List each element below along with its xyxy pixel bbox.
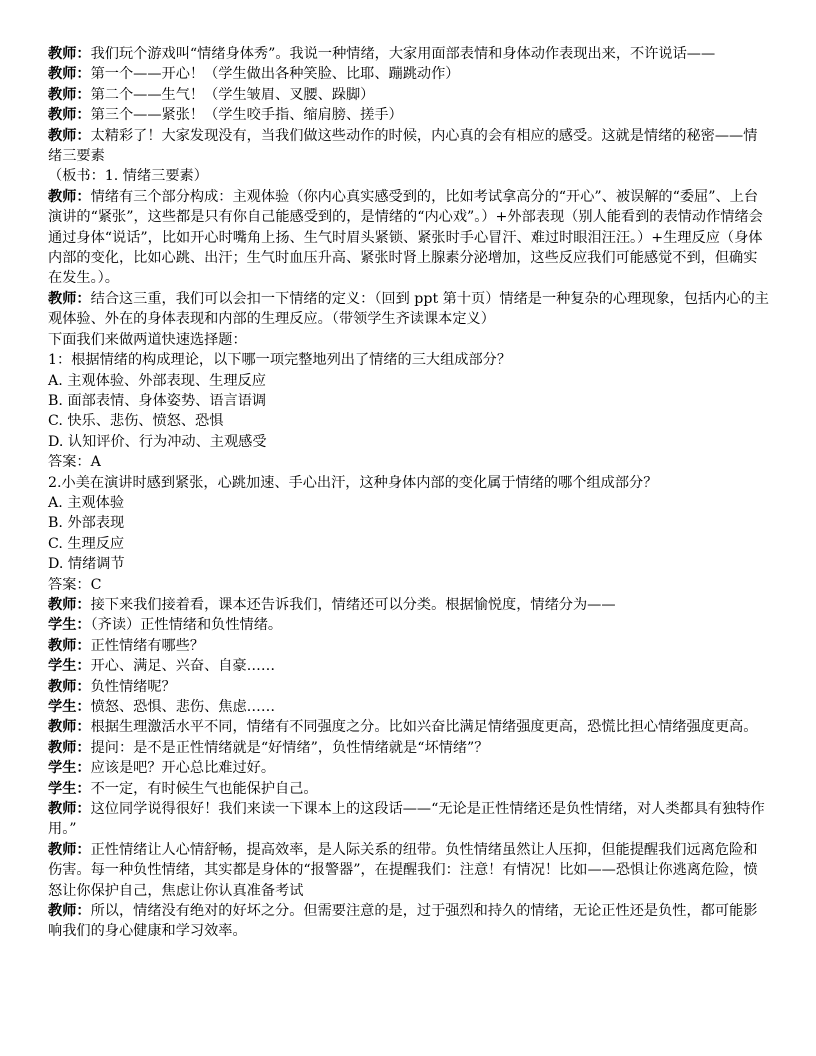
transcript-line [48,44,770,64]
speaker-label: 教师： [48,801,91,818]
speaker-label: 教师： [48,903,91,920]
transcript-line [48,350,770,370]
transcript-line [48,595,770,615]
line-text: 开心、满足、兴奋、自豪…… [90,658,276,675]
line-text: B. 面部表情、身体姿势、语言语调 [48,392,267,409]
transcript-line [48,575,770,595]
line-text: 答案：C [48,576,102,593]
transcript-line [48,615,770,635]
line-text: 答案：A [48,454,101,471]
speaker-label: 学生： [48,699,91,715]
transcript-line [48,901,770,942]
line-text: 下面我们来做两道快速选择题： [48,331,247,348]
speaker-label: 教师： [48,637,91,654]
line-text: A. 主观体验、外部表现、生理反应 [48,372,266,389]
transcript-line [48,779,770,799]
transcript-line [48,391,770,411]
speaker-label: 学生： [48,780,91,797]
line-text: 结合这三重，我们可以会扣一下情绪的定义：（回到 ppt 第十页）情绪是一种复杂的心理现象，包括内心的主观体验、外在的身体表现和内部的生理反应。（带领学生齐读课本定义） [48,290,769,328]
transcript-line [48,126,770,167]
transcript-line [48,473,770,493]
transcript-line [48,717,770,737]
transcript-line [48,330,770,350]
transcript-line [48,758,770,778]
transcript-line [48,493,770,513]
speaker-label: 教师： [48,127,91,144]
line-text: 根据生理激活水平不同，情绪有不同强度之分。比如兴奋比满足情绪强度更高，恐慌比担心情绪强度更高。 [90,719,758,736]
line-text: 正性情绪有哪些？ [90,637,205,654]
line-text: 负性情绪呢？ [90,678,176,695]
line-text: 第一个——开心！（学生做出各种笑脸、比耶、蹦跳动作） [90,66,460,83]
speaker-label: 教师： [48,107,91,124]
line-text: （板书：1. 情绪三要素） [48,168,208,185]
line-text: 第三个——紧张！（学生咬手指、缩肩膀、搓手） [90,107,403,124]
speaker-label: 教师： [48,46,91,62]
transcript-line [48,105,770,125]
line-text: （齐读）正性情绪和负性情绪。 [90,617,283,634]
speaker-label: 教师： [48,678,91,695]
line-text: C. 快乐、悲伤、愤怒、恐惧 [48,413,224,430]
speaker-label: 教师： [48,188,91,205]
line-text: 第二个——生气！（学生皱眉、叉腰、跺脚） [90,86,375,103]
line-text: 应该是吧？开心总比难过好。 [90,760,276,777]
transcript-line [48,840,770,901]
transcript-line [48,452,770,472]
line-text: A. 主观体验 [48,494,125,511]
transcript-line [48,554,770,574]
transcript-line [48,513,770,533]
line-text: D. 认知评价、行为冲动、主观感受 [48,433,267,450]
transcript-line [48,799,770,840]
line-text: B. 外部表现 [48,515,125,532]
transcript-line [48,64,770,84]
transcript-line [48,656,770,676]
line-text: 这位同学说得很好！我们来读一下课本上的这段话——“无论是正性情绪还是负性情绪，对人类都具有独特作用。” [48,801,765,838]
transcript-line [48,534,770,554]
transcript-line [48,411,770,431]
line-text: 2.小美在演讲时感到紧张，心跳加速、手心出汗，这种身体内部的变化属于情绪的哪个组成部分？ [48,474,658,491]
transcript-line [48,85,770,105]
line-text: 太精彩了！大家发现没有，当我们做这些动作的时候，内心真的会有相应的感受。这就是情绪的秘密——情绪三要素 [48,127,758,165]
line-text: 正性情绪让人心情舒畅，提高效率，是人际关系的纽带。负性情绪虽然让人压抑，但能提醒我们远离危险和伤害。每一种负性情绪，其实都是身体的“报警器”，在提醒我们：注意！有情况！比如——恐惧让你逃离危险，愤怒让你保护自己，焦虑让你认真准备考试 [48,841,758,899]
line-text: 1：根据情绪的构成理论，以下哪一项完整地列出了情绪的三大组成部分？ [48,352,512,369]
speaker-label: 学生： [48,760,91,777]
transcript-line [48,187,770,289]
speaker-label: 学生： [48,617,91,634]
transcript-line [48,697,770,717]
speaker-label: 教师： [48,841,91,858]
transcript-line [48,166,770,186]
line-text: 所以，情绪没有绝对的好坏之分。但需要注意的是，过于强烈和持久的情绪，无论正性还是负性，都可能影响我们的身心健康和学习效率。 [48,903,758,940]
line-text: 不一定，有时候生气也能保护自己。 [90,780,318,797]
transcript-line [48,677,770,697]
line-text: D. 情绪调节 [48,556,125,573]
transcript-line [48,432,770,452]
line-text: 提问：是不是正性情绪就是“好情绪”，负性情绪就是“坏情绪”？ [90,739,489,756]
transcript-line [48,289,770,330]
transcript-line [48,738,770,758]
document-page [48,44,770,942]
speaker-label: 教师： [48,66,91,83]
speaker-label: 教师： [48,719,91,736]
line-text: 情绪有三个部分构成：主观体验（你内心真实感受到的，比如考试拿高分的“开心”、被误解的“委屈”、上台演讲的“紧张”，这些都是只有你自己能感受到的，是情绪的“内心戏”。）+外部表现（别人能看到的表情动作情绪会通过身体“说话”，比如开心时嘴角上扬、生气时眉头紧锁、紧张时手心冒汗、难过时眼泪汪汪。）+生理反应（身体内部的变化，比如心跳、出汗；生气时血压升高、紧张时肾上腺素分泌增加，这些反应我们可能感觉不到，但确实在发生。）。 [48,188,763,287]
line-text: 接下来我们接着看，课本还告诉我们，情绪还可以分类。根据愉悦度，情绪分为—— [90,596,616,613]
speaker-label: 教师： [48,86,91,103]
line-text: 我们玩个游戏叫“情绪身体秀”。我说一种情绪，大家用面部表情和身体动作表现出来，不许说话—— [90,46,716,62]
speaker-label: 学生： [48,658,91,675]
speaker-label: 教师： [48,596,91,613]
line-text: 愤怒、恐惧、悲伤、焦虑…… [90,699,276,715]
line-text: C. 生理反应 [48,535,125,552]
speaker-label: 教师： [48,739,91,756]
transcript-line [48,636,770,656]
speaker-label: 教师： [48,290,91,307]
transcript-line [48,371,770,391]
